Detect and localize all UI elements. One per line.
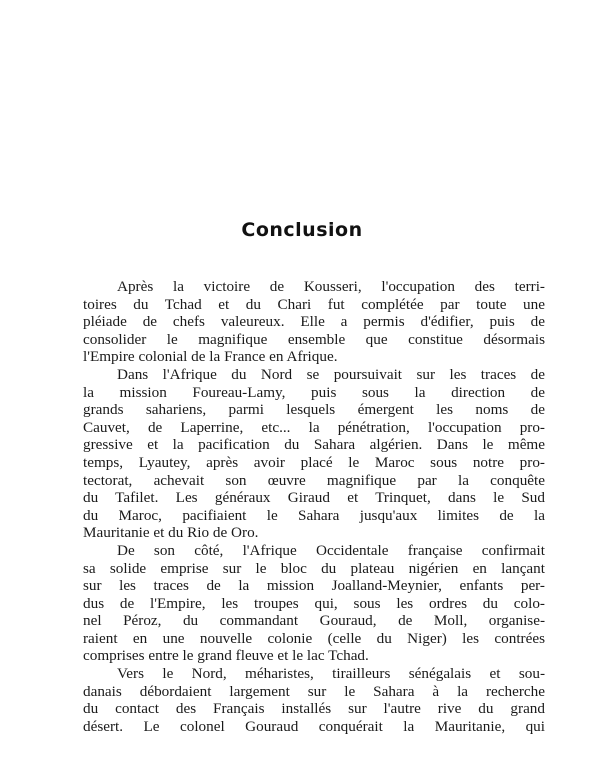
body-text [83,278,545,735]
text-line: désert. Le colonel Gouraud conquérait la Mauritanie, qui [83,717,545,735]
text-line: Mauritanie et du Rio de Oro. [83,524,259,542]
text-line: sa solide emprise sur le bloc du plateau nigérien en lançant [83,559,545,577]
text-line: consolider le magnifique ensemble que constitue désormais [83,330,545,348]
text-line: danais débordaient largement sur le Sahara à la recherche [83,682,545,700]
text-line: du contact des Français installés sur l'autre rive du grand [83,700,545,718]
text-line: Après la victoire de Kousseri, l'occupation des terri- [117,278,545,295]
text-line: Dans l'Afrique du Nord se poursuivait sur les traces de [117,365,545,383]
text-line: sur les traces de la mission Joalland-Meynier, enfants per- [83,577,545,595]
text-line: toires du Tchad et du Chari fut complétée par toute une [83,295,545,313]
text-line: dus de l'Empire, les troupes qui, sous les ordres du colo- [83,594,545,612]
text-line: du Maroc, pacifiaient le Sahara jusqu'aux limites de la [83,506,545,524]
text-line: la mission Foureau-Lamy, puis sous la direction de [83,383,545,401]
text-line: nel Péroz, du commandant Gouraud, de Moll, organise- [83,612,545,630]
text-line: l'Empire colonial de la France en Afrique. [83,348,338,366]
paragraph [83,542,545,665]
text-line: Vers le Nord, méharistes, tirailleurs sénégalais et sou- [117,665,545,683]
text-line: pléiade de chefs valeureux. Elle a permis d'édifier, puis de [83,313,545,331]
paragraph [83,665,545,735]
text-line: Cauvet, de Laperrine, etc... la pénétration, l'occupation pro- [83,418,545,436]
text-line: comprises entre le grand fleuve et le lac Tchad. [83,647,369,665]
page-title: Conclusion [241,219,363,241]
text-line: grands sahariens, parmi lesquels émergent les noms de [83,401,545,419]
text-line: gressive et la pacification du Sahara algérien. Dans le même [83,436,545,454]
text-line: du Tafilet. Les généraux Giraud et Trinquet, dans le Sud [83,489,545,507]
text-line: raient en une nouvelle colonie (celle du Niger) les contrées [83,629,545,647]
text-line: De son côté, l'Afrique Occidentale française confirmait [117,541,545,559]
paragraph [83,278,545,366]
text-line: tectorat, achevait son œuvre magnifique par la conquête [83,471,545,489]
text-line: temps, Lyautey, après avoir placé le Maroc sous notre pro- [83,453,545,471]
paragraph [83,366,545,542]
